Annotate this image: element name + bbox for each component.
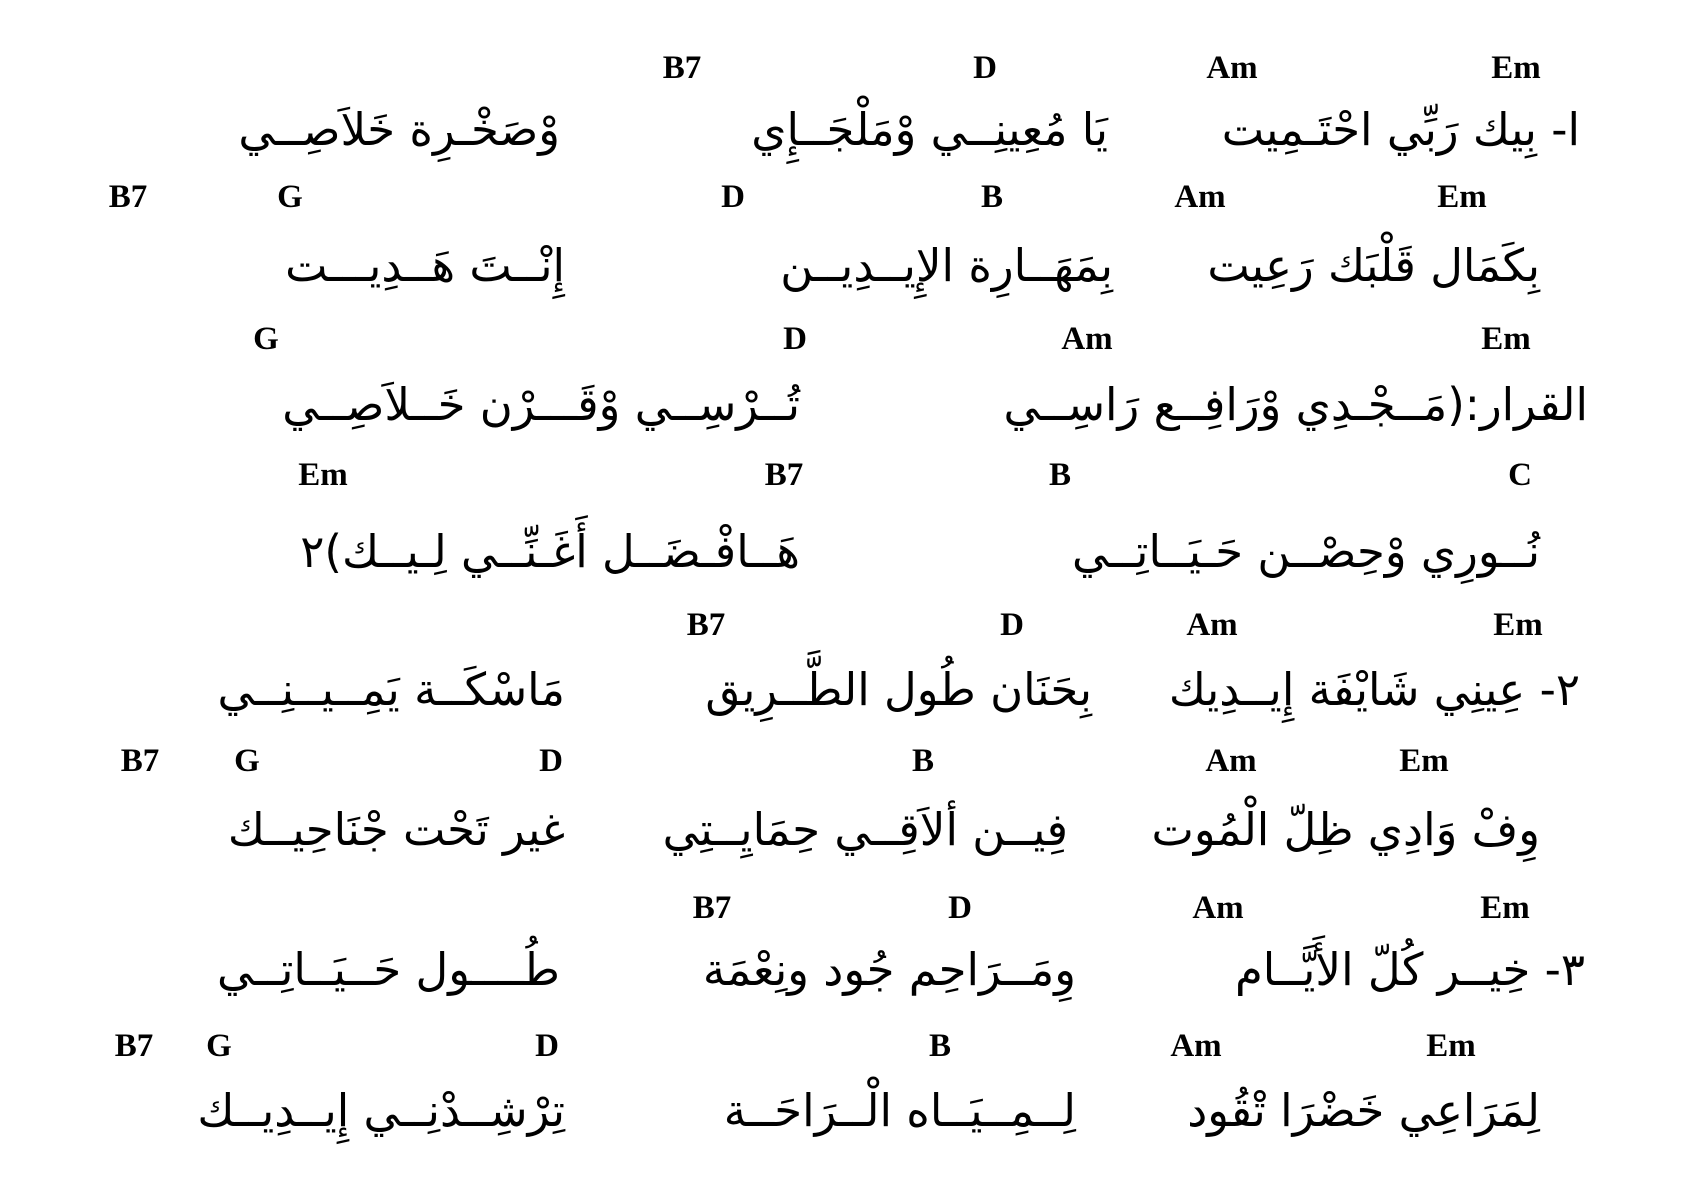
- chord-label: Em: [1426, 1028, 1476, 1064]
- chord-label: Em: [1481, 321, 1531, 357]
- lyric-phrase: وْصَخْـرِة خَلاَصِــي: [238, 103, 560, 156]
- chord-label: G: [206, 1028, 232, 1064]
- chord-label: Em: [1437, 179, 1487, 215]
- lyric-phrase: يَا مُعِينِــي وْمَلْجَــإِي: [751, 103, 1108, 156]
- lyric-phrase: ٣- خِيــر كُلّ الأَيَّــام: [1234, 943, 1585, 996]
- chord-label: B: [980, 179, 1004, 215]
- chord-label: Am: [1061, 321, 1113, 357]
- chord-label: B7: [108, 179, 148, 215]
- chord-label: Em: [298, 457, 348, 493]
- chord-label: B7: [120, 743, 160, 779]
- lyric-row: [100, 935, 1600, 1005]
- chord-label: D: [783, 321, 807, 357]
- chord-label: D: [539, 743, 563, 779]
- chord-label: D: [721, 179, 745, 215]
- chord-label: Em: [1491, 50, 1541, 86]
- lyric-phrase: ٢- عِينِي شَايْفَة إِيــدِيك: [1168, 663, 1580, 716]
- lyric-phrase: لِــمِــيَــاه الْــرَاحَــة: [723, 1084, 1076, 1137]
- lyric-phrase: هَــافْـضَــل أَغَـنِّــي لِـيــك)٢: [300, 525, 800, 578]
- chord-label: B7: [662, 50, 702, 86]
- chord-label: B7: [692, 890, 732, 926]
- chord-label: Am: [1192, 890, 1244, 926]
- chord-label: B7: [686, 607, 726, 643]
- chord-label: D: [948, 890, 972, 926]
- lyric-row: [100, 795, 1600, 865]
- lyric-row: [100, 231, 1600, 301]
- chord-label: Em: [1399, 743, 1449, 779]
- lyric-phrase: طُــــول حَــيَــاتِــي: [216, 943, 560, 996]
- chord-label: G: [277, 179, 303, 215]
- chord-label: Em: [1493, 607, 1543, 643]
- lyric-phrase: تِرْشِــدْنِــي إِيــدِيــك: [197, 1084, 565, 1137]
- chord-label: B: [911, 743, 935, 779]
- lyric-phrase: وِمَــرَاحِم جُود ونِعْمَة: [702, 943, 1076, 996]
- chord-label: D: [1000, 607, 1024, 643]
- lyric-row: [100, 655, 1600, 725]
- chord-label: Am: [1174, 179, 1226, 215]
- chord-label: B7: [764, 457, 804, 493]
- lyric-phrase: القرار:(مَــجْـدِي وْرَافِــع رَاسِــي: [1003, 378, 1588, 431]
- lyric-row: [100, 95, 1600, 165]
- chord-label: Am: [1170, 1028, 1222, 1064]
- lyric-phrase: وِفْ وَادِي ظِلّ الْمُوت: [1151, 803, 1540, 856]
- lyric-row: [100, 517, 1600, 587]
- lyric-phrase: نُــورِي وْحِصْــن حَـيَــاتِــي: [1072, 525, 1540, 578]
- chord-label: B7: [114, 1028, 154, 1064]
- chord-label: Am: [1206, 50, 1258, 86]
- chord-label: D: [973, 50, 997, 86]
- lyric-phrase: فِيــن ألاَقِــي حِمَايِــتِي: [662, 803, 1068, 856]
- lyric-phrase: بِمَهَــارِة الإِيــدِيــن: [780, 239, 1113, 292]
- lyric-phrase: مَاسْكَــة يَمِــيــنِــي: [217, 663, 565, 716]
- chord-label: Em: [1480, 890, 1530, 926]
- lyric-phrase: لِمَرَاعِي خَضْرَا تْقُود: [1187, 1084, 1540, 1137]
- chord-label: G: [234, 743, 260, 779]
- chord-label: G: [253, 321, 279, 357]
- chord-label: D: [535, 1028, 559, 1064]
- chord-label: B: [1048, 457, 1072, 493]
- lyric-phrase: بِكَمَال قَلْبَك رَعِيت: [1207, 239, 1540, 292]
- lyric-phrase: غير تَحْت جْنَاحِيــك: [227, 803, 565, 856]
- lyric-row: [100, 1076, 1600, 1146]
- lyric-phrase: بِحَنَان طُول الطَّــرِيق: [705, 663, 1092, 716]
- chord-label: C: [1508, 457, 1532, 493]
- chord-label: B: [928, 1028, 952, 1064]
- lyric-phrase: تُــرْسِــي وْقَـــرْن خَــلاَصِــي: [282, 378, 800, 431]
- lyric-row: [100, 370, 1600, 440]
- chord-label: Am: [1205, 743, 1257, 779]
- lyric-phrase: إِنْــتَ هَــدِيـــت: [285, 239, 565, 292]
- chord-label: Am: [1186, 607, 1238, 643]
- lyric-phrase: ا- بِيك رَبِّي احْتَـمِيت: [1221, 103, 1580, 156]
